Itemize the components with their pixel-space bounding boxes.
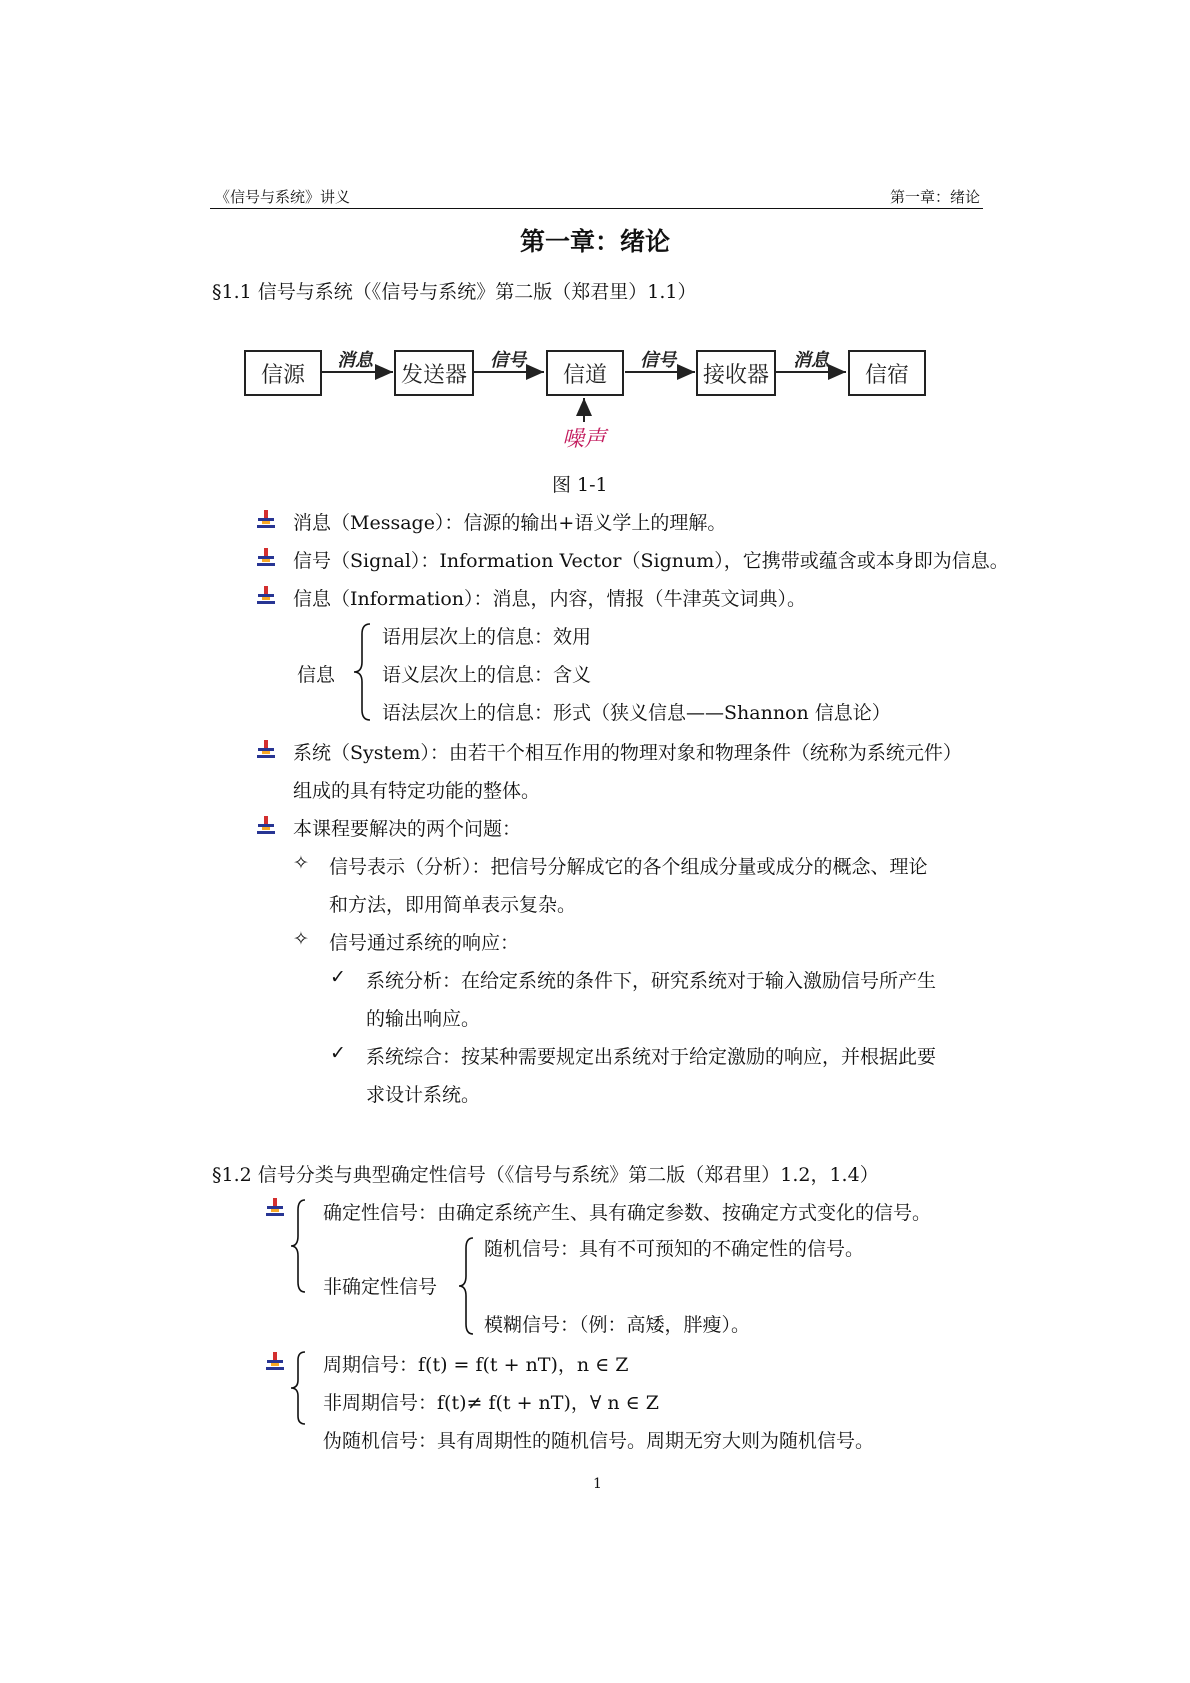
check-icon: ✓ (330, 1042, 346, 1064)
left-brace (350, 620, 374, 725)
item-message: 消息（Message）：信源的输出+语义学上的理解。 (293, 512, 727, 534)
diamond-icon: ✧ (293, 928, 309, 950)
header-right: 第一章：绪论 (890, 188, 981, 206)
nondeterministic-signal: 非确定性信号 (323, 1276, 438, 1298)
info-level-semantic: 语义层次上的信息：含义 (382, 664, 592, 686)
box-transmitter: 发送器 (394, 350, 474, 396)
info-label: 信息 (297, 664, 336, 686)
pseudo-random-signal: 伪随机信号：具有周期性的随机信号。周期无穷大则为随机信号。 (323, 1430, 875, 1452)
left-brace (288, 1348, 308, 1428)
deterministic-signal: 确定性信号：由确定系统产生、具有确定参数、按确定方式变化的信号。 (323, 1202, 932, 1224)
check-item-synthesis-line2: 求设计系统。 (366, 1084, 481, 1106)
box-destination: 信宿 (848, 350, 926, 396)
bullet-icon (256, 548, 276, 568)
info-level-pragmatic: 语用层次上的信息：效用 (382, 626, 592, 648)
section-1-title: §1.1 信号与系统（《信号与系统》第二版（郑君里）1.1） (212, 281, 697, 303)
periodic-signal: 周期信号：f(t) = f(t + nT)，n ∈ Z (323, 1354, 629, 1376)
arrow-label-message-1: 消息 (337, 350, 373, 371)
noise-label: 噪声 (562, 427, 607, 452)
aperiodic-signal: 非周期信号：f(t)≠ f(t + nT)，∀ n ∈ Z (323, 1392, 659, 1414)
sub-item-representation-line1: 信号表示（分析）：把信号分解成它的各个组成分量或成分的概念、理论 (329, 856, 928, 878)
item-information: 信息（Information）：消息，内容，情报（牛津英文词典）。 (293, 588, 807, 610)
check-icon: ✓ (330, 966, 346, 988)
bullet-icon (256, 586, 276, 606)
sub-item-response: 信号通过系统的响应： (329, 932, 520, 954)
random-signal: 随机信号：具有不可预知的不确定性的信号。 (484, 1238, 865, 1260)
item-problems: 本课程要解决的两个问题： (293, 818, 522, 840)
diamond-icon: ✧ (293, 852, 309, 874)
figure-caption: 图 1-1 (552, 474, 608, 496)
bullet-icon (265, 1352, 285, 1372)
arrow-label-signal-1: 信号 (490, 350, 526, 371)
info-level-syntactic: 语法层次上的信息：形式（狭义信息——Shannon 信息论） (382, 702, 891, 724)
box-channel: 信道 (546, 350, 624, 396)
left-brace (456, 1234, 476, 1338)
bullet-icon (256, 816, 276, 836)
check-item-analysis-line1: 系统分析：在给定系统的条件下，研究系统对于输入激励信号所产生 (366, 970, 937, 992)
page-number: 1 (593, 1476, 602, 1492)
box-source: 信源 (244, 350, 322, 396)
item-signal: 信号（Signal）：Information Vector（Signum），它携带或蕴含或本身即为信息。 (293, 550, 1009, 572)
bullet-icon (256, 740, 276, 760)
check-item-synthesis-line1: 系统综合：按某种需要规定出系统对于给定激励的响应，并根据此要 (366, 1046, 937, 1068)
check-item-analysis-line2: 的输出响应。 (366, 1008, 481, 1030)
header-rule (210, 208, 983, 209)
item-system-line2: 组成的具有特定功能的整体。 (293, 780, 541, 802)
bullet-icon (256, 510, 276, 530)
fuzzy-signal: 模糊信号：（例：高矮，胖瘦）。 (484, 1314, 751, 1336)
box-receiver: 接收器 (696, 350, 776, 396)
left-brace (288, 1196, 308, 1296)
arrow-label-message-2: 消息 (793, 350, 829, 371)
arrow-label-signal-2: 信号 (640, 350, 676, 371)
item-system-line1: 系统（System）：由若干个相互作用的物理对象和物理条件（统称为系统元件） (293, 742, 962, 764)
section-2-title: §1.2 信号分类与典型确定性信号（《信号与系统》第二版（郑君里）1.2，1.4） (212, 1164, 879, 1186)
header-left: 《信号与系统》讲义 (215, 188, 351, 206)
chapter-title: 第一章：绪论 (520, 227, 671, 256)
sub-item-representation-line2: 和方法，即用简单表示复杂。 (329, 894, 577, 916)
bullet-icon (265, 1198, 285, 1218)
